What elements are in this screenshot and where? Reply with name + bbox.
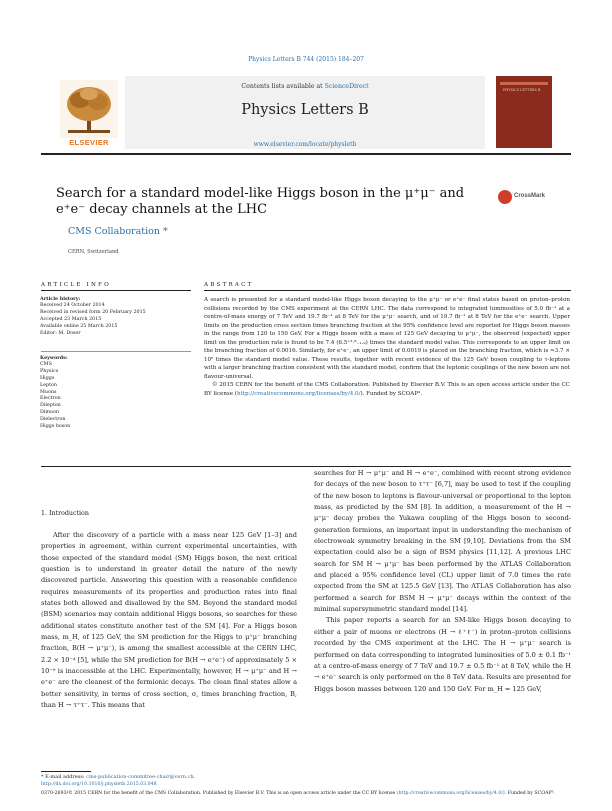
cover-band	[500, 82, 548, 85]
header-rule	[41, 153, 571, 155]
section-title: 1. Introduction	[41, 510, 89, 517]
footnote-rule	[41, 771, 91, 772]
article-title: Search for a standard model-like Higgs boson in the μ⁺μ⁻ and e⁺e⁻ decay channels at the LHC	[56, 186, 465, 217]
keyword[interactable]: Dielectron	[40, 417, 66, 423]
abstract-rule	[204, 290, 571, 291]
abstract-body	[204, 296, 570, 399]
footnote-label: * E-mail address:	[41, 774, 87, 780]
article-history	[40, 296, 190, 337]
history-item: Available online 25 March 2015	[40, 323, 118, 329]
intro-right-column	[314, 468, 571, 695]
copyright-suffix: ). Funded by SCOAP³.	[360, 391, 423, 398]
intro-left-column: After the discovery of a particle with a mass near 125 GeV [1–3] and properties in agreement, within current experimental uncertainties, with those expected of the standard model (SM) Higgs boson, the next critical question is to understand in greater detail the nature of the newly discovered particle. Answering this question with a reasonable confidence requires measurements of its properties and production rates into final states both allowed and disallowed by the SM. Beyond the standard model (BSM) scenarios may contain additional Higgs bosons, so searches for these additional states constitute another test of the SM [4]. For a Higgs boson mass, m_H, of 125 GeV, the SM prediction for the Higgs to μ⁺μ⁻ branching fraction, B(H → μ⁺μ⁻), is among the smallest accessible at the CERN LHC, 2.2 × 10⁻⁴ [5], while the SM prediction for B(H → e⁺e⁻) of approximately 5 × 10⁻⁹ is inaccessible at the LHC. Experimentally, however, H → μ⁺μ⁻ and H → e⁺e⁻ are the cleanest of the fermionic decays. The clean final states allow a better sensitivity, in terms of cross section, σ, times branching fraction, B, than H → τ⁺τ⁻. This means that	[41, 531, 297, 710]
legal-suffix: . Funded by SCOAP³.	[504, 791, 555, 796]
affiliation: CERN, Switzerland	[68, 249, 119, 255]
author-list[interactable]: CMS Collaboration *	[68, 226, 168, 237]
abstract-text: A search is presented for a standard model-like Higgs boson decaying to the μ⁺μ⁻ or e⁺e⁻ final states based on proton–proton collisions recorded by the CMS experiment at the CERN LHC. The data correspond to integrated luminosities of 5.0 fb⁻¹ at a centre-of-mass energy of 7 TeV and 19.7 fb⁻¹ at 8 TeV for the μ⁺μ⁻ search, and of 19.7 fb⁻¹ at 8 TeV for the e⁺e⁻ search. Upper limits on the production cross section times branching fraction at the 95% confidence level are reported for Higgs boson masses in the range from 120 to 150 GeV. For a Higgs boson with a mass of 125 GeV decaying to μ⁺μ⁻, the observed (expected) upper limit on the production rate is found to be 7.4 (6.5⁺²·⁸₋₁.₉) times the standard model value. This corresponds to an upper limit on the branching fraction of 0.0016. Similarly, for e⁺e⁻, an upper limit of 0.0019 is placed on the branching fraction, which is ≈3.7 × 10⁵ times the standard model value. These results, together with recent evidence of the 125 GeV boson coupling to τ-leptons with a larger branching fraction consistent with the standard model, confirm that the leptonic couplings of the new boson are not flavour-universal.	[204, 297, 570, 380]
journal-reference[interactable]: Physics Letters B 744 (2015) 184–207	[248, 56, 364, 63]
keyword[interactable]: Electron	[40, 396, 61, 402]
crossmark-label[interactable]: CrossMark	[514, 193, 546, 199]
info-divider	[41, 351, 191, 352]
keyword[interactable]: Higgs	[40, 375, 55, 381]
footnote-email-link[interactable]: cms-publication-committee-chair@cern.ch	[86, 774, 194, 780]
keyword[interactable]: Dilepton	[40, 403, 61, 409]
keyword[interactable]: Muons	[40, 389, 57, 395]
journal-cover-thumbnail[interactable]	[496, 76, 552, 148]
abstract-bottom-rule	[41, 466, 571, 467]
keyword[interactable]: Dimuon	[40, 410, 59, 416]
history-item: Received 24 October 2014	[40, 302, 105, 308]
history-item: Received in revised form 20 February 2015	[40, 309, 146, 315]
intro-paragraph: searches for H → μ⁺μ⁻ and H → e⁺e⁻, combined with recent strong evidence for decays of the new boson to τ⁺τ⁻ [6,7], may be used to test if the coupling of the new boson to leptons is flavour-universal or proportional to the lepton mass, as predicted by the SM [8]. In addition, a measurement of the H → μ⁺μ⁻ decay probes the Yukawa coupling of the Higgs boson to second-generation fermions, an important input in understanding the mechanism of electroweak symmetry breaking in the SM [9,10]. Deviations from the SM expectation could also be a sign of BSM physics [11,12]. A previous LHC search for SM H → μ⁺μ⁻ has been performed by the ATLAS Collaboration and placed a 95% confidence level (CL) upper limit of 7.0 times the rate expected from the SM at 125.5 GeV [13]. The ATLAS Collaboration has also performed a search for BSM H → μ⁺μ⁻ decays within the context of the minimal supersymmetric standard model [14].	[314, 469, 571, 614]
history-item: Accepted 23 March 2015	[40, 316, 102, 322]
abstract-heading: ABSTRACT	[204, 282, 254, 288]
legal-text: 0370-2693/© 2015 CERN for the benefit of the CMS Collaboration. Published by Elsevier B.V. This is an open access article under the CC BY license	[41, 791, 396, 796]
keywords-label: Keywords:	[40, 355, 68, 361]
article-info-heading: ARTICLE INFO	[41, 282, 111, 288]
legal-license-link[interactable]: (http://creativecommons.org/licenses/by/4.0/)	[396, 791, 505, 796]
history-label: Article history:	[40, 296, 81, 302]
keyword[interactable]: Physics	[40, 368, 59, 374]
journal-name: Physics Letters B	[241, 102, 369, 118]
elsevier-tree-logo	[60, 80, 118, 138]
copyright-prefix: © 2015 CERN for the benefit of the CMS Collaboration. Published by Elsevier B.V. This is an open access article under the CC BY license (	[204, 382, 570, 398]
doi-link[interactable]: http://dx.doi.org/10.1016/j.physletb.2015.03.048	[41, 782, 157, 787]
keywords	[40, 355, 190, 431]
contents-prefix: Contents lists available at	[241, 83, 325, 90]
intro-paragraph: This paper reports a search for an SM-like Higgs boson decaying to either a pair of muons or electrons (H → ℓ⁺ℓ⁻) in proton–proton collisions recorded by the CMS experiment at the LHC. The H → μ⁺μ⁻ search is performed on data corresponding to integrated luminosities of 5.0 ± 0.1 fb⁻¹ at a centre-of-mass energy of 7 TeV and 19.7 ± 0.5 fb⁻¹ at 8 TeV, while the H → e⁺e⁻ search is only performed on the 8 TeV data. Results are presented for Higgs boson masses between 120 and 150 GeV. For m_H = 125 GeV,	[314, 616, 571, 693]
publisher-wordmark: ELSEVIER	[69, 138, 109, 147]
history-item: Editor: M. Doser	[40, 330, 81, 336]
contents-line	[125, 83, 485, 90]
footnote	[41, 774, 195, 780]
sciencedirect-link[interactable]: ScienceDirect	[324, 83, 369, 90]
keyword[interactable]: Higgs boson	[40, 424, 71, 430]
crossmark-icon[interactable]	[498, 190, 512, 204]
journal-url-link[interactable]: www.elsevier.com/locate/physletb	[253, 141, 357, 148]
cover-title: PHYSICS LETTERS B	[503, 88, 541, 92]
article-info-rule	[41, 290, 191, 291]
keyword[interactable]: CMS	[40, 361, 52, 367]
legal-notice	[41, 790, 581, 797]
footnote-suffix: .	[193, 774, 196, 780]
license-link[interactable]: http://creativecommons.org/licenses/by/4.0/	[236, 391, 361, 398]
abstract-copyright	[204, 381, 570, 398]
keyword[interactable]: Lepton	[40, 382, 57, 388]
